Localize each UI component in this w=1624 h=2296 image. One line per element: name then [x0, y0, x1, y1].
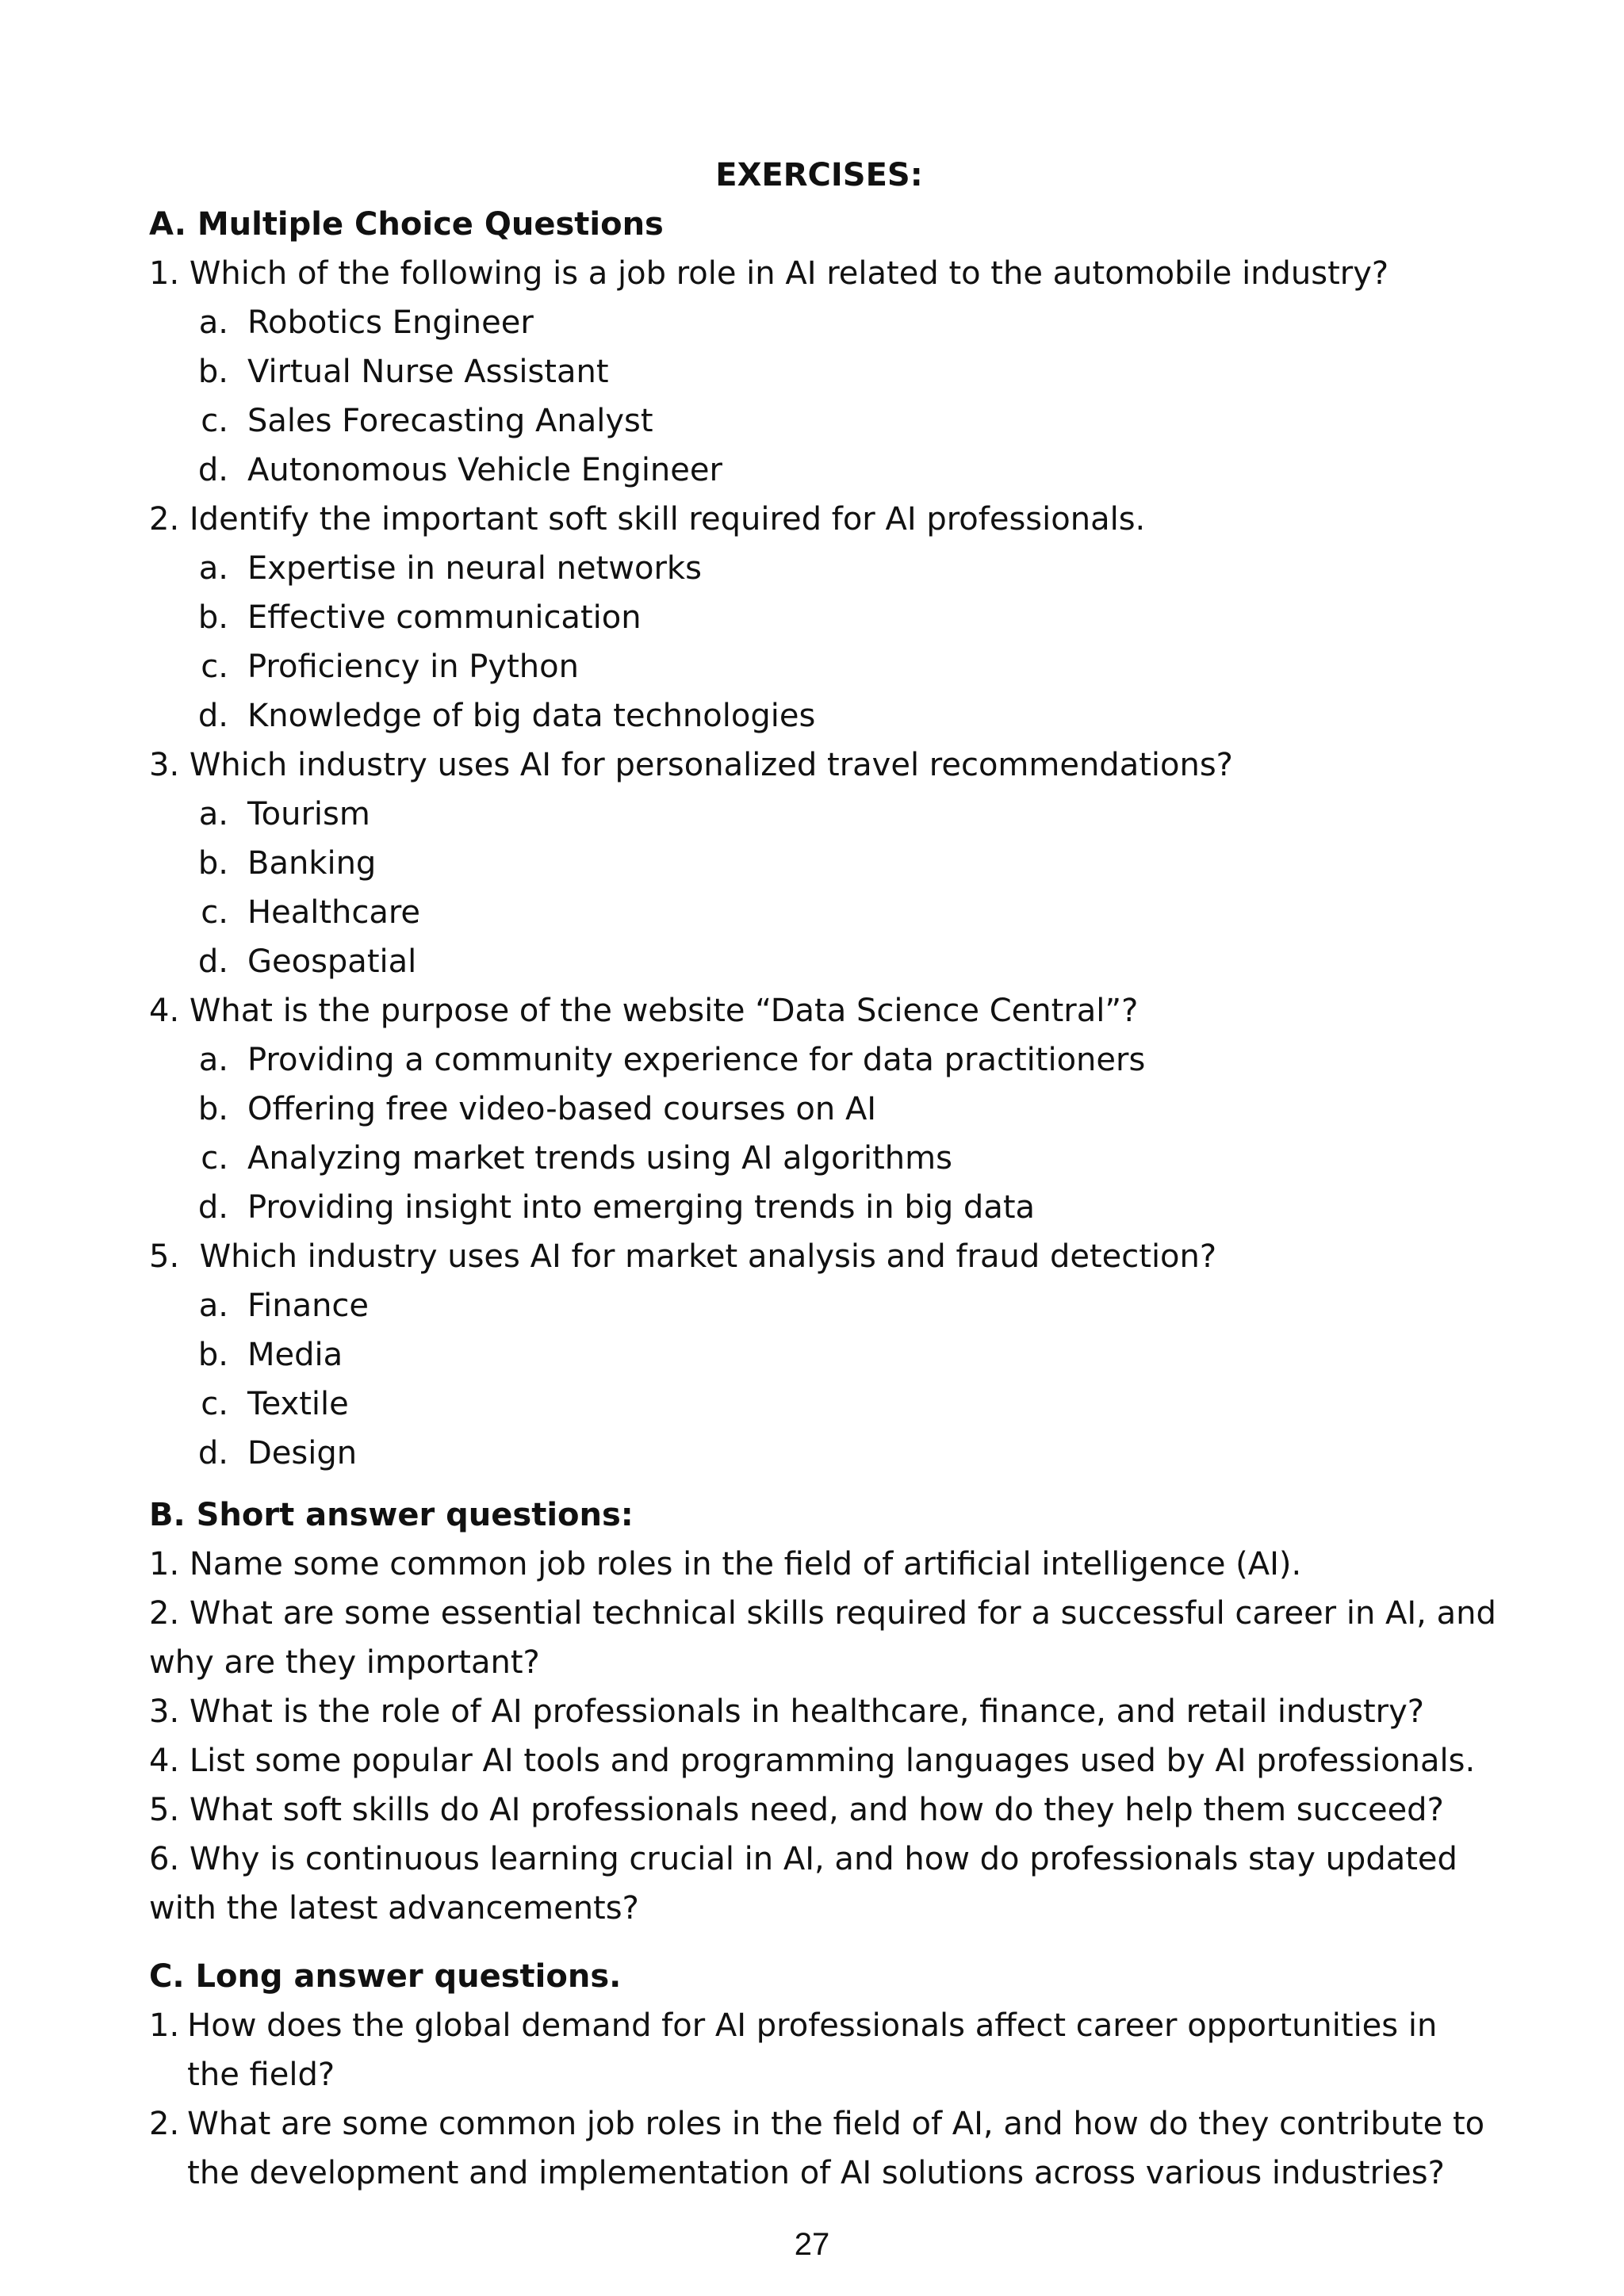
question-text: How does the global demand for AI professionals affect career opportunities in the field?: [187, 2007, 1438, 2093]
option-letter: c.: [201, 1140, 228, 1177]
option-text: Finance: [247, 1288, 370, 1324]
option-b: [149, 347, 1497, 396]
option-text: Textile: [247, 1386, 349, 1422]
option-letter: b.: [197, 845, 228, 882]
question-text: 3. Which industry uses AI for personalized travel recommendations?: [149, 747, 1233, 783]
short-question-4: 4. List some popular AI tools and programming languages used by AI professionals.: [149, 1743, 1476, 1779]
option-text: Providing insight into emerging trends in big data: [247, 1189, 1036, 1226]
section-a-heading: A. Multiple Choice Questions: [149, 206, 664, 243]
option-a: [149, 1281, 1497, 1330]
option-c: [149, 1380, 1497, 1429]
option-letter: d.: [197, 943, 228, 980]
option-text: Healthcare: [247, 894, 421, 931]
short-question-2: 2. What are some essential technical skills required for a successful career in AI, and why are they important?: [149, 1595, 1496, 1681]
short-question-6: 6. Why is continuous learning crucial in AI, and how do professionals stay updated with the latest advancements?: [149, 1841, 1457, 1927]
option-text: Robotics Engineer: [247, 304, 534, 341]
option-text: Effective communication: [247, 599, 642, 636]
option-d: [149, 446, 1497, 495]
option-c: [149, 888, 1497, 937]
question-text: 4. What is the purpose of the website “Data Science Central”?: [149, 993, 1139, 1029]
option-letter: c.: [201, 649, 228, 685]
option-letter: b.: [197, 599, 228, 636]
section-b-heading: B. Short answer questions:: [149, 1497, 634, 1533]
option-c: [149, 642, 1497, 691]
mcq-question-2: [149, 495, 1497, 740]
option-letter: b.: [197, 1337, 228, 1373]
option-d: [149, 1429, 1497, 1478]
option-letter: a.: [198, 796, 228, 832]
short-question-1: 1. Name some common job roles in the field of artificial intelligence (AI).: [149, 1546, 1302, 1582]
question-number: 1.: [149, 2007, 180, 2044]
option-letter: d.: [197, 698, 228, 734]
option-b: [149, 1085, 1497, 1134]
option-text: Analyzing market trends using AI algorithms: [247, 1140, 952, 1177]
option-text: Media: [247, 1337, 343, 1373]
option-text: Autonomous Vehicle Engineer: [247, 452, 722, 488]
page-title: EXERCISES:: [715, 157, 923, 193]
question-text: What are some common job roles in the field of AI, and how do they contribute to the development and implementation of AI solutions across various industries?: [187, 2106, 1485, 2191]
option-text: Providing a community experience for data practitioners: [247, 1042, 1146, 1078]
option-b: [149, 839, 1497, 888]
option-letter: b.: [197, 354, 228, 390]
option-text: Expertise in neural networks: [247, 550, 702, 587]
option-a: [149, 790, 1497, 839]
option-letter: a.: [198, 550, 228, 587]
option-letter: a.: [198, 1042, 228, 1078]
mcq-question-1: [149, 249, 1497, 495]
option-b: [149, 593, 1497, 642]
page-number: 27: [794, 2227, 830, 2262]
option-text: Offering free video-based courses on AI: [247, 1091, 877, 1127]
option-c: [149, 1134, 1497, 1183]
option-text: Sales Forecasting Analyst: [247, 403, 653, 439]
option-d: [149, 937, 1497, 986]
option-text: Tourism: [247, 796, 370, 832]
option-a: [149, 1035, 1497, 1085]
question-text: 1. Which of the following is a job role in AI related to the automobile industry?: [149, 255, 1389, 292]
mcq-question-5: [149, 1232, 1497, 1478]
short-question-3: 3. What is the role of AI professionals in healthcare, finance, and retail industry?: [149, 1693, 1424, 1730]
option-letter: b.: [197, 1091, 228, 1127]
option-d: [149, 1183, 1497, 1232]
option-a: [149, 298, 1497, 347]
option-letter: a.: [198, 1288, 228, 1324]
short-question-5: 5. What soft skills do AI professionals need, and how do they help them succeed?: [149, 1792, 1444, 1828]
long-question-1: [149, 2001, 1497, 2099]
mcq-question-3: [149, 740, 1497, 986]
option-letter: c.: [201, 403, 228, 439]
option-text: Banking: [247, 845, 377, 882]
option-a: [149, 544, 1497, 593]
option-text: Proficiency in Python: [247, 649, 579, 685]
section-c-heading: C. Long answer questions.: [149, 1958, 622, 1995]
option-d: [149, 691, 1497, 740]
option-letter: c.: [201, 1386, 228, 1422]
option-text: Virtual Nurse Assistant: [247, 354, 609, 390]
option-letter: d.: [197, 452, 228, 488]
option-b: [149, 1330, 1497, 1380]
question-text: 2. Identify the important soft skill required for AI professionals.: [149, 501, 1146, 538]
option-letter: d.: [197, 1189, 228, 1226]
option-c: [149, 396, 1497, 446]
option-letter: c.: [201, 894, 228, 931]
exercise-page: [149, 151, 1497, 2198]
option-text: Design: [247, 1435, 358, 1471]
option-letter: d.: [197, 1435, 228, 1471]
long-question-2: [149, 2099, 1497, 2198]
question-text: 5. Which industry uses AI for market analysis and fraud detection?: [149, 1238, 1217, 1275]
option-text: Knowledge of big data technologies: [247, 698, 816, 734]
question-number: 2.: [149, 2106, 180, 2142]
option-letter: a.: [198, 304, 228, 341]
option-text: Geospatial: [247, 943, 417, 980]
mcq-question-4: [149, 986, 1497, 1232]
